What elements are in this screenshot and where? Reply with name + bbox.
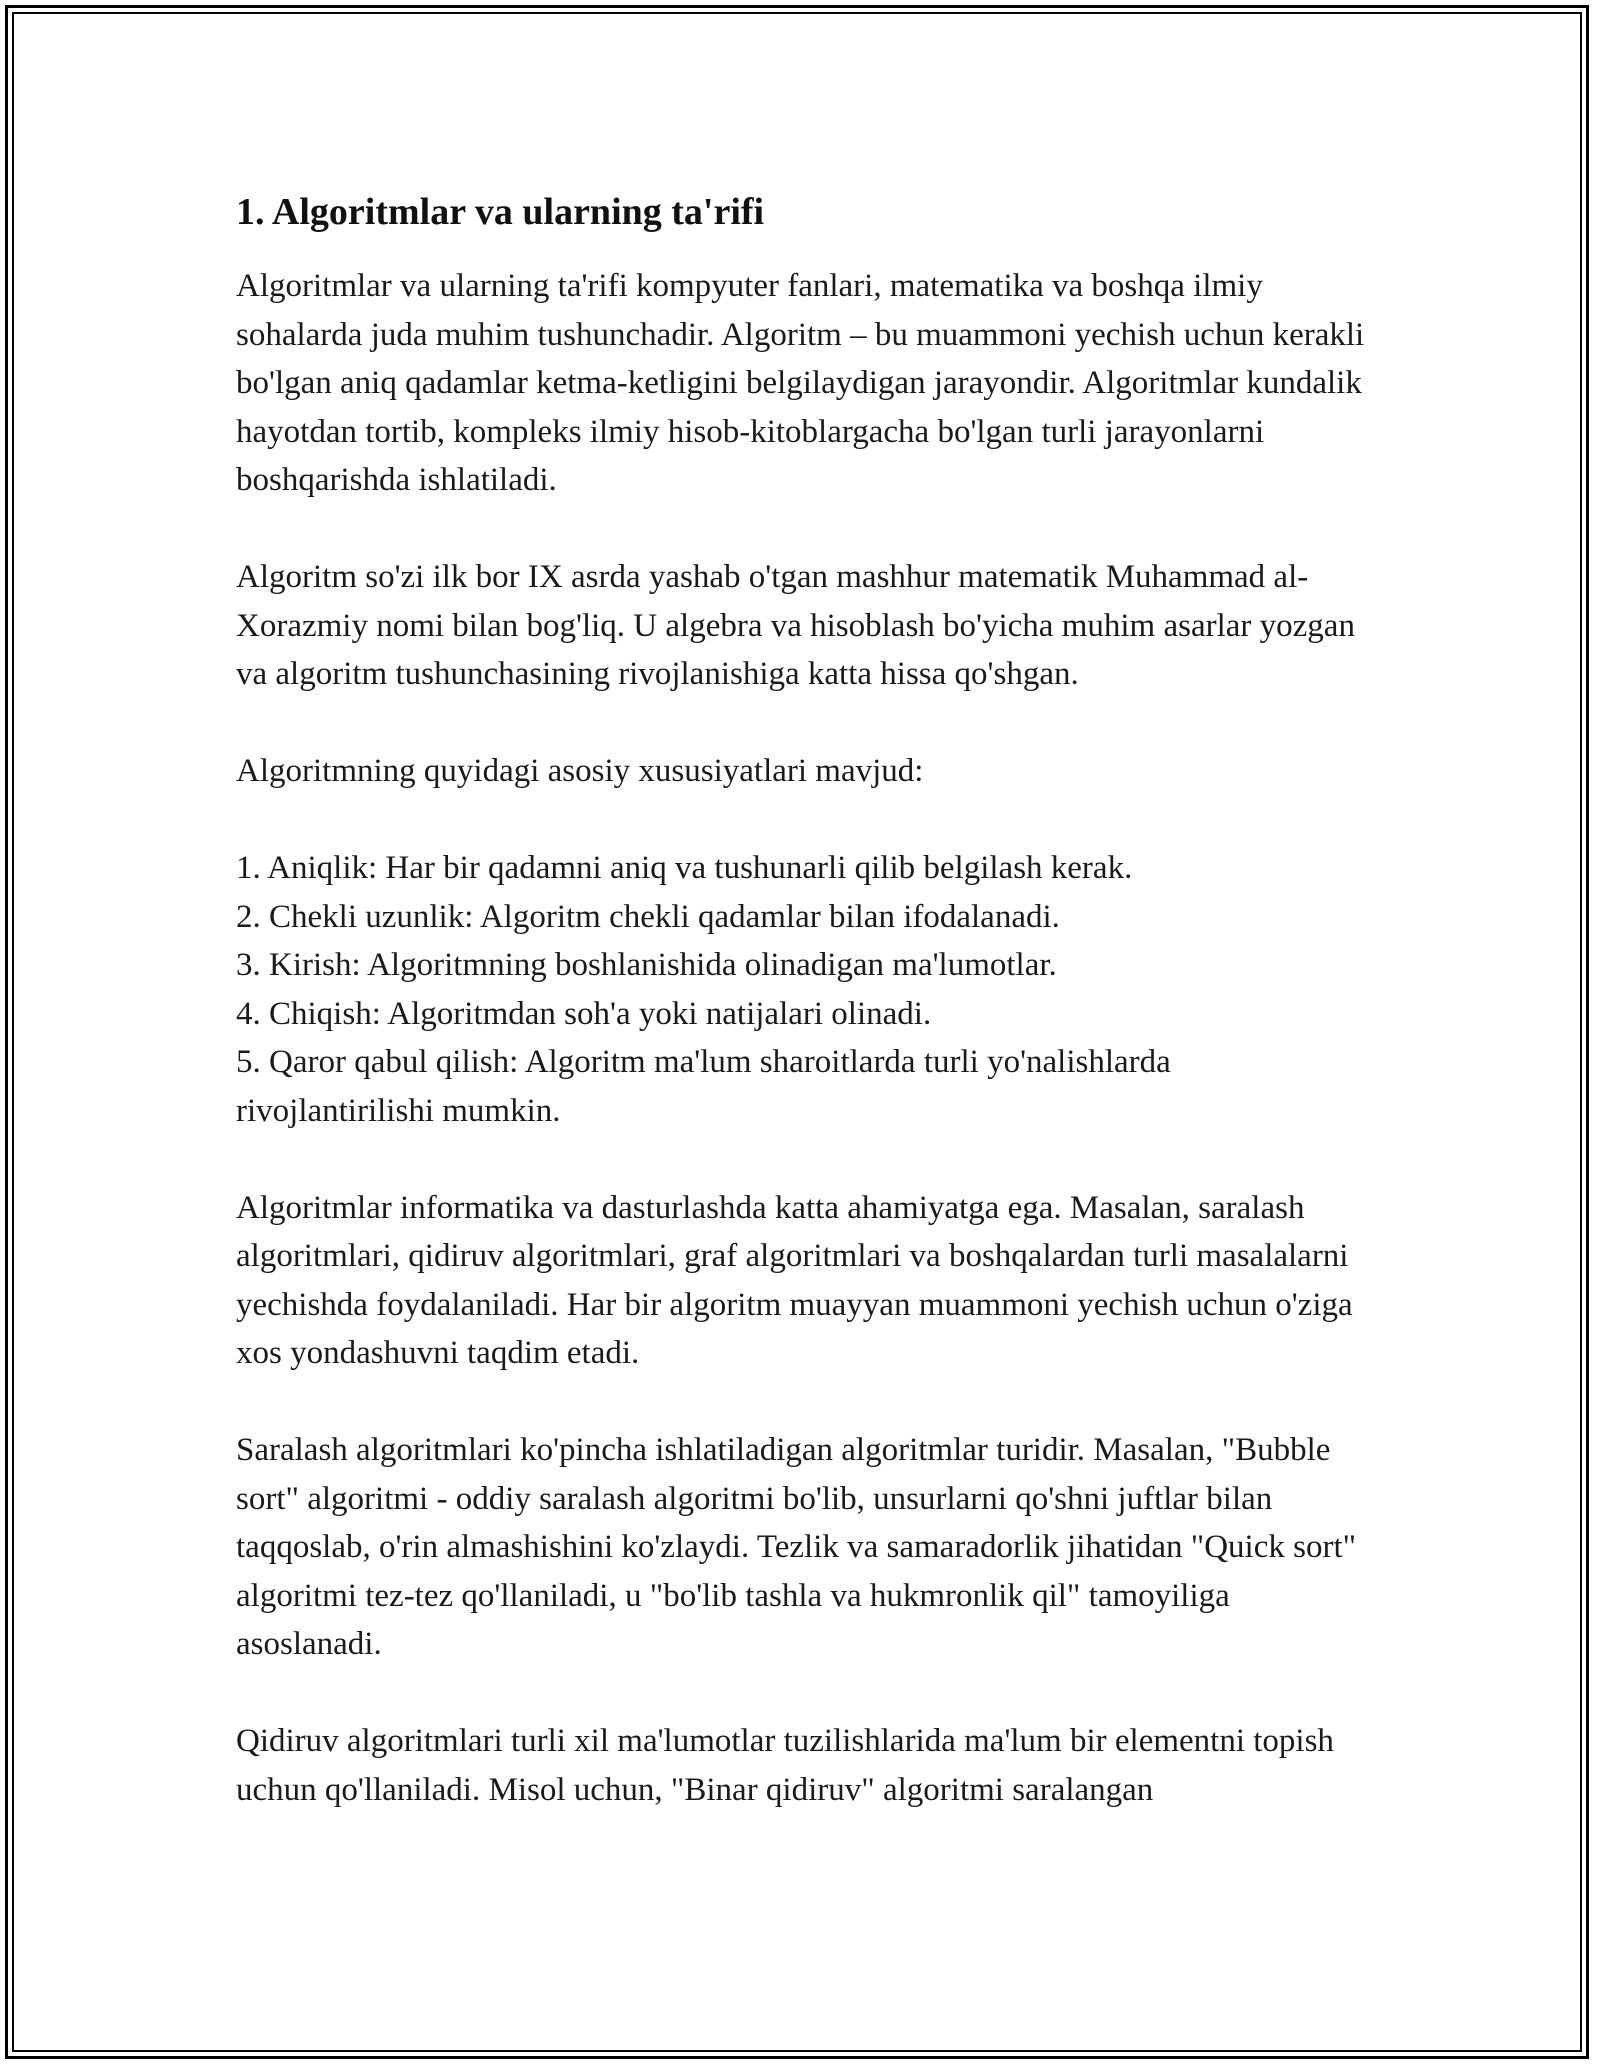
list-item: 4. Chiqish: Algoritmdan soh'a yoki natijalari olinadi. [236, 995, 932, 1032]
paragraph-search: Qidiruv algoritmlari turli xil ma'lumotlar tuzilishlarida ma'lum bir elementni topish uchun qo'llaniladi. Misol uchun, "Binar qidiruv" algoritmi saralangan [236, 1723, 1334, 1808]
list-item: 2. Chekli uzunlik: Algoritm chekli qadamlar bilan ifodalanadi. [236, 898, 1060, 935]
paragraph-sorting: Saralash algoritmlari ko'pincha ishlatiladigan algoritmlar turidir. Masalan, "Bubble sort" algoritmi - oddiy saralash algoritmi bo'lib, unsurlarni qo'shni juftlar bilan taqqoslab, o'rin almashishini ko'zlaydi. Tezlik va samaradorlik jihatidan "Quick sort" algoritmi tez-tez qo'llaniladi, u "bo'lib tashla va hukmronlik qil" tamoyiliga asoslanadi. [236, 1432, 1357, 1662]
paragraph-properties-intro: Algoritmning quyidagi asosiy xususiyatlari mavjud: [236, 753, 924, 789]
paragraph-history: Algoritm so'zi ilk bor IX asrda yashab o'tgan mashhur matematik Muhammad al-Xorazmiy nomi bilan bog'liq. U algebra va hisoblash bo'yicha muhim asarlar yozgan va algoritm tushunchasining rivojlanishiga katta hissa qo'shgan. [236, 559, 1355, 692]
document-page [236, 186, 1371, 1863]
properties-list [236, 844, 1371, 1135]
list-item: 5. Qaror qabul qilish: Algoritm ma'lum sharoitlarda turli yo'nalishlarda rivojlantirilishi mumkin. [236, 1044, 1171, 1129]
paragraph-importance: Algoritmlar informatika va dasturlashda katta ahamiyatga ega. Masalan, saralash algoritmlari, qidiruv algoritmlari, graf algoritmlari va boshqalardan turli masalalarni yechishda foydalaniladi. Har bir algoritm muayyan muammoni yechish uchun o'ziga xos yondashuvni taqdim etadi. [236, 1189, 1353, 1371]
list-item: 3. Kirish: Algoritmning boshlanishida olinadigan ma'lumotlar. [236, 947, 1057, 983]
paragraph-intro: Algoritmlar va ularning ta'rifi kompyuter fanlari, matematika va boshqa ilmiy sohalarda juda muhim tushunchadir. Algoritm – bu muammoni yechish uchun kerakli bo'lgan aniq qadamlar ketma-ketligini belgilaydigan jarayondir. Algoritmlar kundalik hayotdan tortib, kompleks ilmiy hisob-kitoblargacha bo'lgan turli jarayonlarni boshqarishda ishlatiladi. [236, 268, 1365, 498]
list-item: 1. Aniqlik: Har bir qadamni aniq va tushunarli qilib belgilash kerak. [236, 850, 1133, 886]
section-heading: 1. Algoritmlar va ularning ta'rifi [236, 191, 765, 233]
